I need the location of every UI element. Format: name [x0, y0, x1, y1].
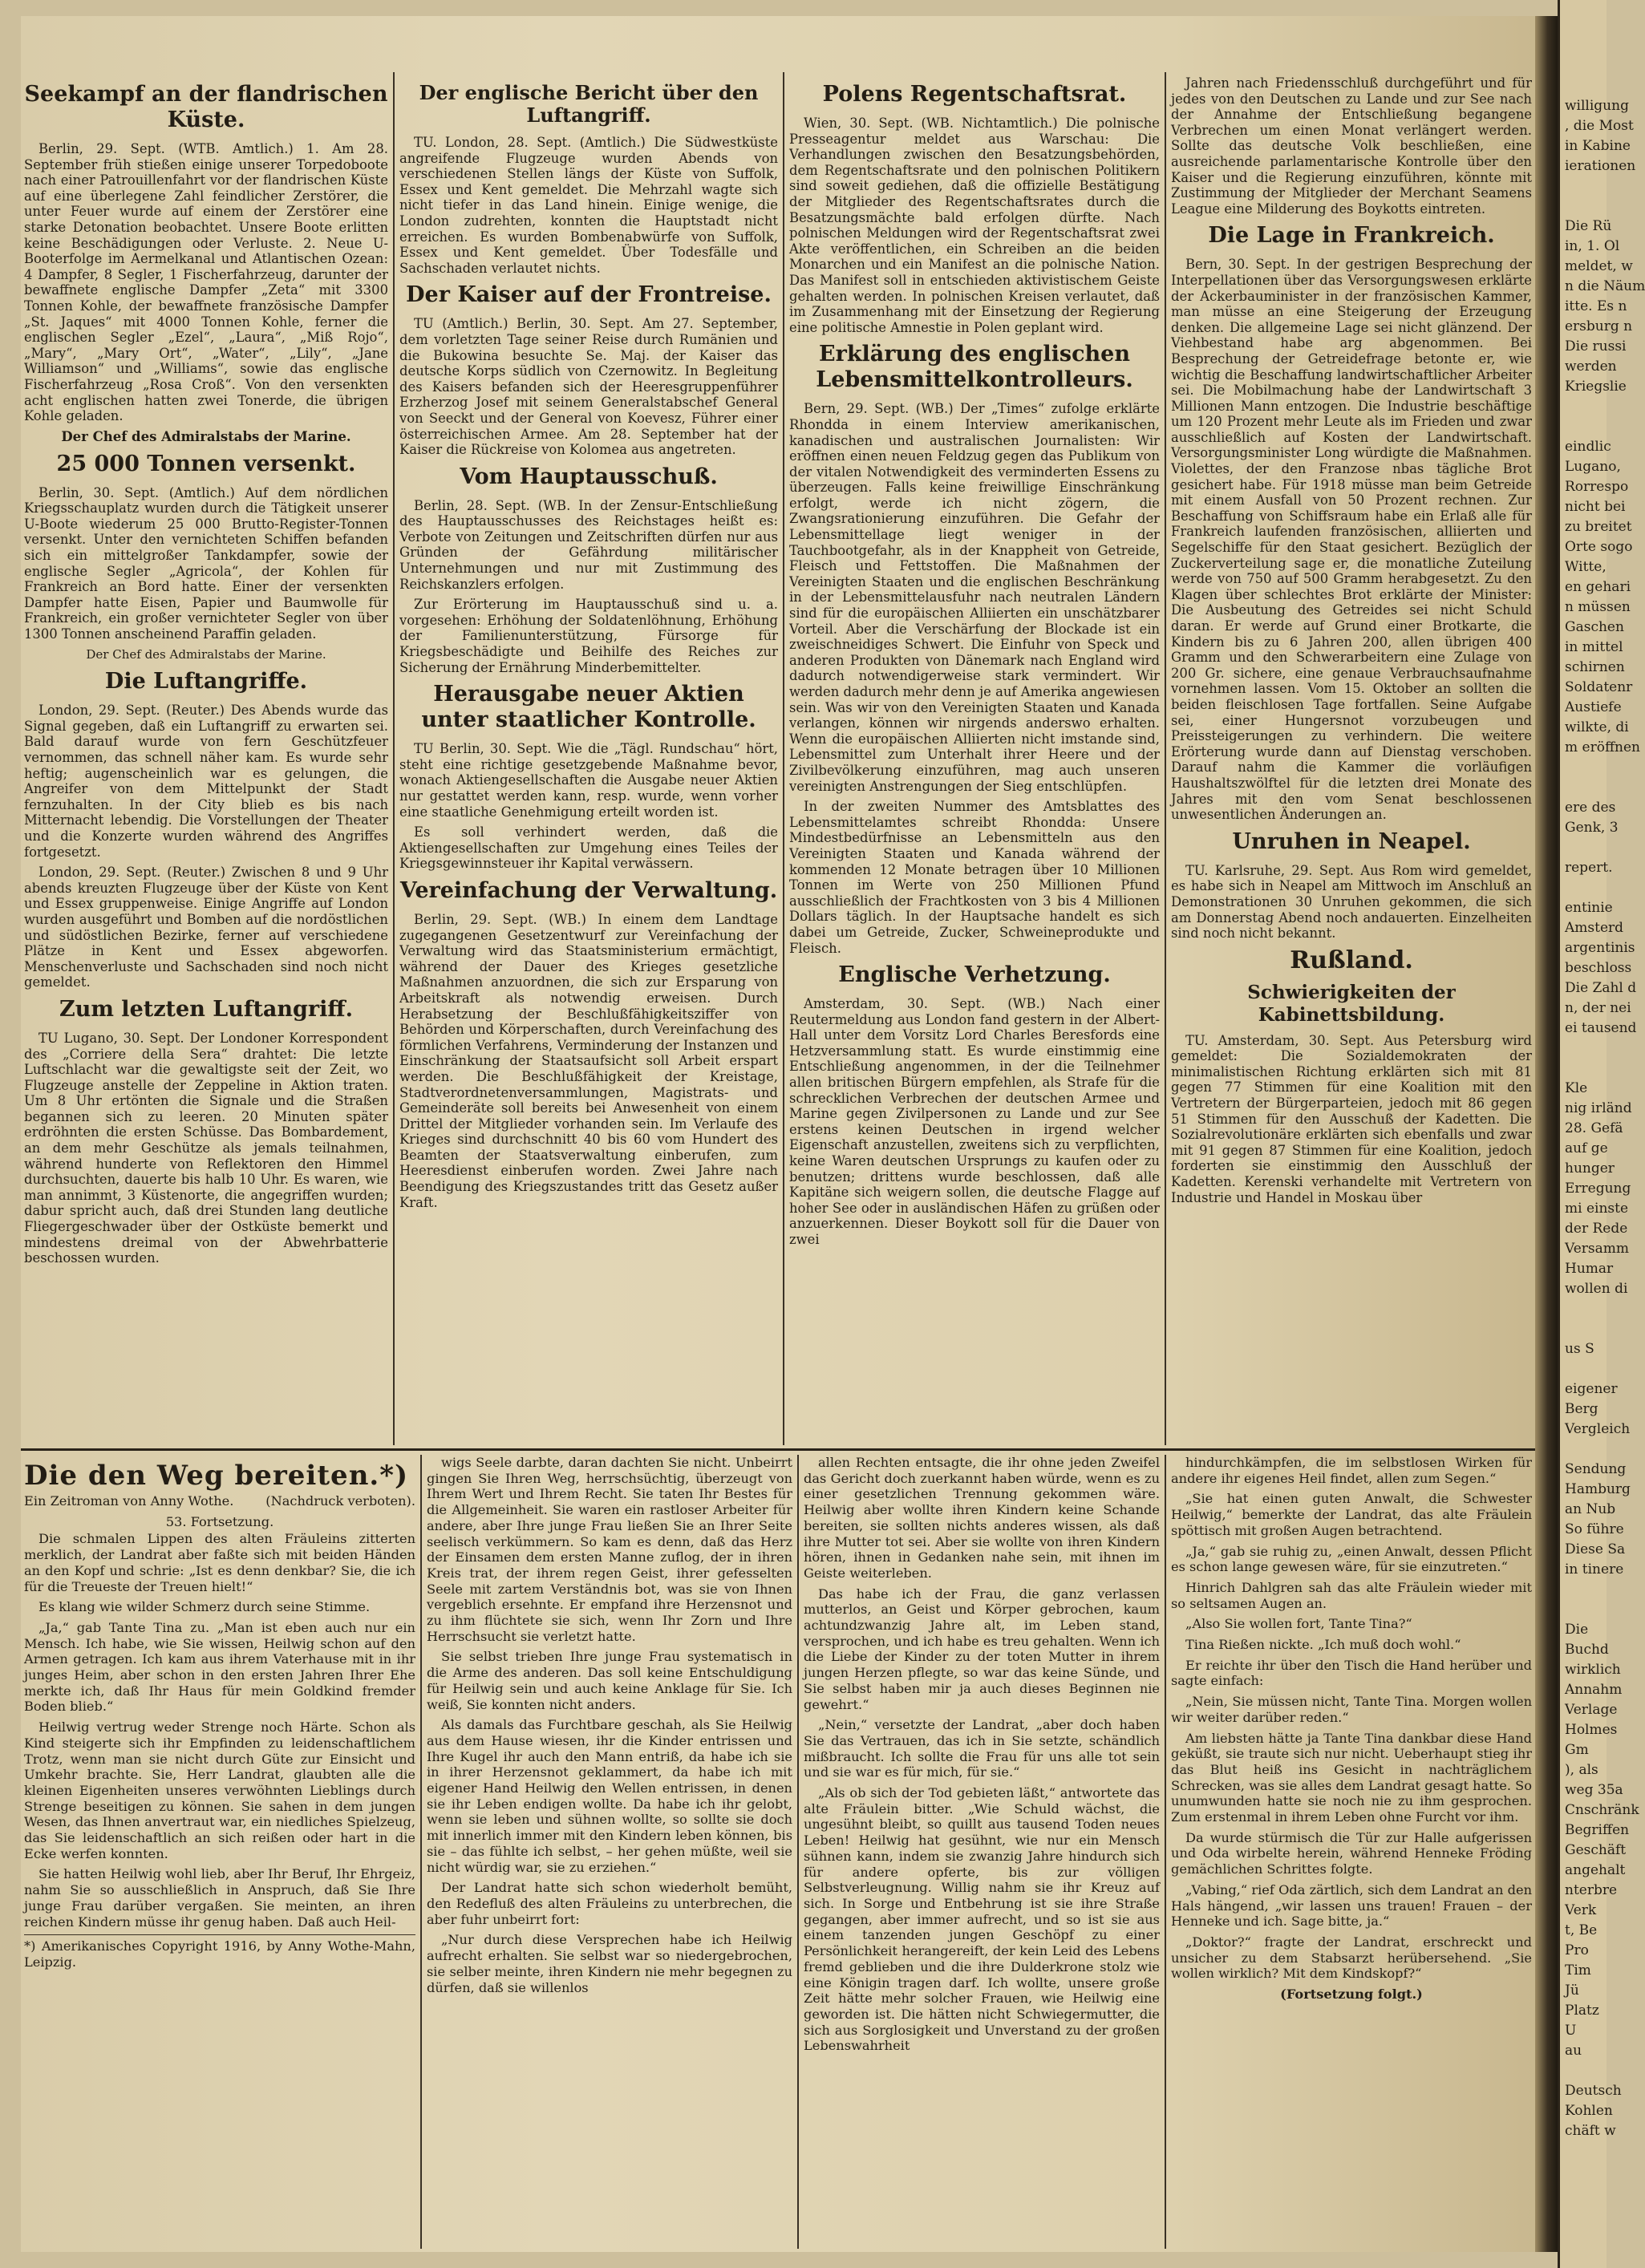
adjacent-page-fragments: willigung , die Most in Kabine ierationen Die Rü in, 1. Ol meldet, w n die Näum itte. Es n ersburg n Die russi werden Kriegslie eindlic Lugano, Rorrespo nicht bei zu breitet Orte sogo Witte, en gehari n müssen Gaschen in mittel schirnen Soldatenr Austiefe wilkte, di m eröffnen ere des Genk, 3 repert. entinie Amsterd argentinis beschloss Die Zahl d n, der nei ei tausend Kle nig irländ 28. Gefä auf ge hunger Erregung mi einste der Rede Versamm Humar wollen di us S eigener Berg Vergleich Sendung Hamburg an Nub So führe Diese Sa in tinere Die Buchd wirklich Annahm Verlage Holmes Gm ), als weg 35a Cnschränk Begriffen Geschäft angehalt nterbre Verk t, Be Pro Tim Jü Platz U au Deutsch Kohlen chäft w — [1565, 98, 1645, 2139]
headline-seekampf: Seekampf an der flandrischen Küste. — [24, 82, 388, 132]
headline-lebensmittel: Erklärung des englischen Lebensmittelkontrolleurs. — [816, 342, 1133, 393]
article-polen: Wien, 30. Sept. (WB. Nichtamtlich.) Die polnische Presseagentur meldet aus Warschau: Die Verhandlungen zwischen den Besatzungsbehörden, dem Regentschaftsrate und den polnischen Politikern sind soweit gediehen, daß die offizielle Bestätigung der Mitglieder des Regentschaftsrates durch die Besatzungsmächte bald erfolgen dürfte. Nach polnischen Meldungen wird der Regentschaftsrat zwei Akte veröffentlichen, ein Schreiben an die beiden Monarchen und ein Manifest an die polnische Nation. Das Manifest soll in entschieden aktivistischem Geiste gehalten werden. In polnischen Kreisen verlautet, daß im Zusammenhang mit der Einsetzung der Regierung eine politische Amnestie in Polen geplant wird. — [789, 115, 1160, 335]
serial-paragraph: Er reichte ihr über den Tisch die Hand herüber und sagte einfach: — [1171, 1657, 1532, 1689]
serial-paragraph: „Ja,“ gab sie ruhig zu, „einen Anwalt, dessen Pflicht es schon lange gewesen wäre, für sie einzutreten.“ — [1171, 1543, 1532, 1575]
column-4 — [1171, 75, 1532, 1445]
serial-paragraph: Sie hatten Heilwig wohl lieb, aber Ihr Beruf, Ihr Ehrgeiz, nahm Sie so ausschließlich in Anspruch, daß Sie Ihre junge Frau darüber vergaßen. Sie meinten, an ihren reichen Kindern müsse ihr genug haben. Daß auch Heil- — [24, 1866, 415, 1930]
adjacent-page-strip — [1558, 0, 1645, 2268]
column-rule — [393, 72, 395, 1445]
article-verhetzung: Amsterdam, 30. Sept. (WB.) Nach einer Reutermeldung aus London fand gestern in der Albert-Hall unter dem Vorsitz Lord Charles Beresfords eine Hetzversammlung statt. Es wurde einstimmig eine Entschließung angenommen, in der die Teilnehmer allen britischen Bürgern empfehlen, als Strafe für die schrecklichen Verbrechen der deutschen Armee und Marine gegen Zivilpersonen zu Lande und zur See erstens keinen Deutschen in irgend welcher Eigenschaft anzustellen, zweitens sich zu verpflichten, keine Waren deutschen Ursprungs zu kaufen oder zu benutzen; drittens wurde beschlossen, daß alle Kapitäne sich weigern sollen, die deutsche Flagge auf hoher See oder in ausländischen Häfen zu grüßen oder anzuerkennen. Dieser Boykott soll für die Dauer von zwei — [789, 996, 1160, 1247]
serial-paragraph: „Also Sie wollen fort, Tante Tina?“ — [1185, 1616, 1412, 1632]
article-letzten-luftangriff: TU Lugano, 30. Sept. Der Londoner Korrespondent des „Corriere della Sera“ drahtet: Die letzte Luftschlacht war die gewaltigste seit der Zeit, wo Flugzeuge anstelle der Zeppeline in Aktion traten. Um 8 Uhr ertönten die Signale und die Straßen begannen sich zu leeren. 20 Minuten später erdröhnten die ersten Schüsse. Das Bombardement, an dem mehr Geschütze als jemals teilnahmen, während hunderte von Reflektoren den Himmel durchsuchten, dauerte bis halb 10 Uhr. Es waren, wie man annimmt, 3 Küstenorte, die angegriffen wurden; dabur spricht auch, daß drei Stunden lang deutliche Fliegergeschwader über der Ostküste bemerkt und mindestens dreimal von der Abwehrbatterie beschossen wurden. — [24, 1030, 388, 1266]
article-luftangriffe-2: London, 29. Sept. (Reuter.) Zwischen 8 und 9 Uhr abends kreuzten Flugzeuge über der Küste von Kent und Essex gruppenweise. Einige Angriffe auf London wurden ausgeführt und Bomben auf die nordöstlichen und südöstlichen Bezirke, ferner auf verschiedene Plätze in Kent und Essex abgeworfen. Menschenverluste und Sachschaden sind noch nicht gemeldet. — [24, 865, 388, 990]
serial-paragraph: hindurchkämpfen, die im selbstlosen Wirken für andere ihr eigenes Heil findet, allen zum Segen.“ — [1171, 1455, 1532, 1486]
headline-aktien: Herausgabe neuer Aktien unter staatlicher Kontrolle. — [421, 682, 756, 733]
signature-admiralstab-1: Der Chef des Admiralstabs der Marine. — [61, 428, 351, 444]
headline-frankreich: Die Lage in Frankreich. — [1208, 223, 1495, 249]
article-frankreich: Bern, 30. Sept. In der gestrigen Besprechung der Interpellationen über das Versorgungswesen erklärte der Ackerbauminister in der französischen Kammer, man müsse an eine Steigerung der Erzeugung denken. Die allgemeine Lage sei nicht glänzend. Der Viehbestand habe arg abgenommen. Bei Besprechung der Getreidefrage betonte er, wie wichtig die Beschaffung landwirtschaftlicher Arbeiter sei. Die Mobilmachung habe der Landwirtschaft 3 Millionen Mann entzogen. Die Industrie beschäftige um 120 Prozent mehr Leute als im Frieden und zwar ausschließlich auf Kosten der Landwirtschaft. Versorgungsminister Long würdigte die Maßnahmen. Violettes, der den Franzose nbas tägliche Brot gesichert habe. Für 1918 müsse man beim Getreide mit einem Ausfall von 50 Prozent rechnen. Zur Beschaffung von Schiffsraum habe ein Erlaß alle für Frankreich laufenden französischen, alliierten und Segelschiffe für den Staat gesichert. Bezüglich der Zuckerverteilung sage er, die monatliche Zuteilung werde von 750 auf 500 Gramm herabgesetzt. Zu den Klagen über schlechtes Brot erklärte der Minister: Die Ausbeutung des Getreides sei nicht Schuld daran. Er werde auf Grund einer Brotkarte, die Kindern bis zu 6 Jahren 200, allen übrigen 400 Gramm und den Schwerarbeitern eine Zulage von 200 Gr. sichere, eine genaue Verbrauchsaufnahme vornehmen lassen. Vom 15. Oktober an sollten die beiden fleischlosen Tage fortfallen. Seine Aufgabe sei, einer Hungersnot vorzubeugen und Preissteigerungen zu verhindern. Die weitere Erörterung wurde dann auf Dienstag verschoben. Darauf nahm die Kammer die vorläufigen Haushaltszwölftel für die letzten drei Monate des Jahres mit den vom Senat beschlossenen unwesentlichen Änderungen an. — [1171, 257, 1532, 823]
column-rule — [783, 72, 784, 1445]
serial-paragraph: „Vabing,“ rief Oda zärtlich, sich dem Landrat an den Hals hängend, „wir lassen uns trauen! Frauen – der Henneke und ich. Sage bitte, ja.“ — [1171, 1881, 1532, 1930]
article-hauptausschuss-1: Berlin, 28. Sept. (WB. In der Zensur-Entschließung des Hauptausschusses des Reichstages heißt es: Verbote von Zeitungen und Zeitschriften dürfen nur aus Gründen der Gefährdung militärischer Unternehmungen und nur mit Zustimmung des Reichskanzlers erfolgen. — [399, 497, 778, 592]
article-lebensmittel-1: Bern, 29. Sept. (WB.) Der „Times“ zufolge erklärte Rhondda in einem Interview amerikanischen, kanadischen und australischen Journalisten: Wir eröffnen einen neuen Feldzug gegen das Publikum von der vitalen Notwendigkeit des verminderten Essens zu überzeugen. Falls keine freiwillige Einschränkung erfolgt, werde ich nicht zögern, die Zwangsrationierung einzuführen. Die Gefahr der Lebensmittellage liegt weniger in der Tauchbootgefahr, als in der Knappheit von Getreide, Fleisch und Fettstoffen. Die Maßnahmen der Vereinigten Staaten und die englischen Beschränkung in der Lebensmittelausfuhr nach neutralen Ländern sind für die europäischen Alliierten ein unschätzbarer Vorteil. Aber die Verschärfung der Blockade ist ein zweischneidiges Schwert. Die Einfuhr von Speck und anderen Produkten von Dänemark nach England wird dadurch notwendigerweise stark vermindert. Wir werden dadurch mehr denn je auf Amerika angewiesen sein. Was wir von den Vereinigten Staaten und Kanada verlangen, können wir nirgends anderswo erhalten. Wenn die europäischen Alliierten nicht imstande sind, Lebensmittel zum Unterhalt ihrer Heere und der Zivilbevölkerung einzuführen, mag auch unseren vereinigten Anstrengungen der Sieg entschlüpfen. — [789, 401, 1160, 794]
serial-rights: (Nachdruck verboten). — [265, 1493, 415, 1509]
serial-title: Die den Weg bereiten.*) — [24, 1460, 409, 1492]
serial-paragraph: „Doktor?“ fragte der Landrat, erschreckt und unsicher zu dem Stabsarzt herübersehend. „Sie wollen wirklich? Mit dem Kindskopf?“ — [1171, 1934, 1532, 1982]
headline-tonnen: 25 000 Tonnen versenkt. — [56, 451, 356, 476]
serial-paragraph: Tina Rießen nickte. „Ich muß doch wohl.“ — [1185, 1637, 1461, 1653]
article-luftangriffe-1: London, 29. Sept. (Reuter.) Des Abends wurde das Signal gegeben, daß ein Luftangriff zu erwarten sei. Bald darauf wurde von fern Geschützfeuer vernommen, das schnell näher kam. Es wurde sehr heftig; augenscheinlich war es gelungen, die Angreifer von dem Mittelpunkt der Stadt fernzuhalten. In der City blieb es bis nach Mitternacht lebendig. Die Vorstellungen der Theater und die Konzerte wurden während des Angriffes fortgesetzt. — [24, 703, 388, 860]
serial-paragraph: Der Landrat hatte sich schon wiederholt bemüht, den Redefluß des alten Fräuleins zu unterbrechen, die aber fuhr unbeirrt fort: — [427, 1880, 792, 1927]
serial-paragraph: Hinrich Dahlgren sah das alte Fräulein wieder mit so seltsamen Augen an. — [1171, 1579, 1532, 1611]
column-1 — [24, 75, 388, 1445]
headline-kaiser: Der Kaiser auf der Frontreise. — [406, 282, 772, 308]
article-seekampf: Berlin, 29. Sept. (WTB. Amtlich.) 1. Am 28. September früh stießen einige unserer Torpedoboote nach einer Patrouillenfahrt vor der flandrischen Küste auf eine überlegene Zahl feindlicher Zerstörer, die unter Feuer wurde auf einem der Zerstörer eine starke Detonation beobachtet. Unsere Boote erlitten keine Beschädigungen oder Verluste. 2. Neue U-Booterfolge im Aermelkanal und Atlantischen Ozean: 4 Dampfer, 8 Segler, 1 Fischerfahrzeug, darunter der bewaffnete englische Dampfer „Zeta“ mit 3300 Tonnen Kohle, der bewaffnete französische Dampfer „St. Jaques“ mit 4000 Tonnen Kohle, ferner die englischen Segler „Ezel“, „Laura“, „Miß Rojo“, „Mary“, „Mary Ort“, „Water“, „Lily“, „Jane Williamson“ und „Williams“, sowie das englische Fischerfahrzeug „Rosa Croß“. Von den versenkten acht englischen hatten zwei Tonerde, die übrigen Kohle geladen. — [24, 141, 388, 424]
serial-footnote: *) Amerikanisches Copyright 1916, by Anny Wothe-Mahn, Leipzig. — [24, 1934, 415, 1970]
serial-paragraph: wigs Seele darbte, daran dachten Sie nicht. Unbeirrt gingen Sie Ihren Weg, herrschsüchtig, überzeugt von Ihrem Wert und Ihrem Recht. Sie taten Ihr Bestes für die Allgemeinheit. Sie waren ein rastloser Arbeiter für andere, aber Ihre junge Frau ließen Sie an Ihrer Seite seelisch verkümmern. So kam es denn, daß das Herz der Einsamen dem ersten Manne zuflog, der in ihren Kreis trat, der ihrem regen Geist, ihrer gefesselten Seele mit zartem Verständnis bot, was sie von Ihnen vergeblich ersehnte. Er empfand ihre Herzensnot und zu ihm flüchtete sie sich, wenn Ihr Zorn und Ihre Herrschsucht sie verletzt hatte. — [427, 1455, 792, 1644]
serial-paragraph: Da wurde stürmisch die Tür zur Halle aufgerissen und Oda wirbelte herein, während Henneke Fröding gemächlichen Schrittes folgte. — [1171, 1829, 1532, 1877]
serial-column-2 — [427, 1455, 792, 2249]
article-boykott-continued: Jahren nach Friedensschluß durchgeführt und für jedes von den Deutschen zu Lande und zur See nach der Annahme der Entschließung begangene Verbrechen um einen Monat verlängert werden. Sollte das deutsche Volk beschließen, eine ausreichende parlamentarische Kontrolle über den Kaiser und die Regierung einzuführen, könnte mit Zustimmung der Mitglieder der Merchant Seamens League eine Milderung des Boykotts eintreten. — [1171, 75, 1532, 217]
headline-neapel: Unruhen in Neapel. — [1232, 828, 1471, 854]
feuilleton-rule — [21, 1448, 1535, 1451]
article-aktien-1: TU Berlin, 30. Sept. Wie die „Tägl. Rundschau“ hört, steht eine richtige gesetzgebende Maßnahme bevor, wonach Aktiengesellschaften die Ausgabe neuer Aktien nur gestattet werden kann, resp. wurde, wenn vorher eine staatliche Genehmigung erteilt worden ist. — [399, 741, 778, 820]
serial-paragraph: „Ja,“ gab Tante Tina zu. „Man ist eben auch nur ein Mensch. Ich habe, wie Sie wissen, Heilwig schon auf den Armen getragen. Ich kam aus ihrem Vaterhause mit in ihr junges Heim, aber schon in den ersten Jahren Ihrer Ehe merkte ich, daß Ihr Haus für mein Goldkind fremder Boden blieb.“ — [24, 1619, 415, 1715]
serial-column-4 — [1171, 1455, 1532, 2249]
headline-hauptausschuss: Vom Hauptausschuß. — [460, 464, 718, 489]
article-neapel: TU. Karlsruhe, 29. Sept. Aus Rom wird gemeldet, es habe sich in Neapel am Mittwoch im Anschluß an Demonstrationen 30 Unruhen gekommen, die sich am Donnerstag Abend noch andauerten. Einzelheiten sind noch nicht bekannt. — [1171, 862, 1532, 942]
headline-luftangriffe: Die Luftangriffe. — [104, 669, 308, 695]
article-hauptausschuss-2: Zur Erörterung im Hauptausschuß sind u. a. vorgesehen: Erhöhung der Soldatenlöhnung, Erhöhung der Familienunterstützung, Fürsorge für Kriegsbeschädigte und Beihilfe des Reiches zur Sicherung der Ernährung Minderbemittelter. — [399, 597, 778, 675]
article-vereinfachung: Berlin, 29. Sept. (WB.) In einem dem Landtage zugegangenen Gesetzentwurf zur Vereinfachung der Verwaltung wird das Staatsministerium ermächtigt, während der Dauer des Krieges gesetzliche Maßnahmen anzuordnen, die sich zur Ersparung von Arbeitskraft als notwendig erweisen. Durch Herabsetzung der Beschlußfähigkeitsziffer von Behörden und Körperschaften, durch Vereinfachung des förmlichen Verfahrens, Verminderung der Instanzen und Einschränkung der Staatsaufsicht soll Arbeit erspart werden. Die Beschlußfähigkeit der Kreistage, Stadtverordnetenversammlungen, Magistrats- und Gemeinderäte soll bereits bei Anwesenheit von einem Drittel der Mitglieder vorhanden sein. Im Verlaufe des Krieges sind durchschnitt 40 bis 60 vom Hundert des Beamten der Staatsverwaltung einberufen, zum Heeresdienst einberufen worden. Zwei Jahre nach Beendigung des Kriegszustandes tritt das Gesetz außer Kraft. — [399, 911, 778, 1210]
serial-paragraph: „Nein,“ versetzte der Landrat, „aber doch haben Sie das Vertrauen, das ich in Sie setzte, schändlich mißbraucht. Ich sollte die Frau für uns alle tot sein und sie war es für mich, für sie.“ — [804, 1717, 1160, 1780]
serial-paragraph: „Sie hat einen guten Anwalt, die Schwester Heilwig,“ bemerkte der Landrat, das alte Fräulein spöttisch mit großen Augen betrachtend. — [1171, 1491, 1532, 1538]
headline-letzten-luftangriff: Zum letzten Luftangriff. — [59, 996, 353, 1022]
column-rule — [1165, 1455, 1166, 2249]
column-2 — [399, 75, 778, 1445]
newspaper-page — [21, 16, 1558, 2252]
serial-paragraph: „Nein, Sie müssen nicht, Tante Tina. Morgen wollen wir weiter darüber reden.“ — [1171, 1694, 1532, 1725]
column-3 — [789, 75, 1160, 1445]
serial-paragraph: „Als ob sich der Tod gebieten läßt,“ antwortete das alte Fräulein bitter. „Wie Schuld wächst, die ungesühnt bleibt, so quillt aus tausend Toden neues Leben! Heilwig hat gesühnt, wie nur ein Mensch sühnen kann, indem sie zwanzig Jahre hindurch sich für andere opferte, bis zur völligen Selbstverleugnung. Willig nahm sie ihr Kreuz auf sich. In Sorge und Entbehrung ist sie ihre Straße gegangen, aber immer aufrecht, und so ist sie aus einem tanzenden jungen Geschöpf zu einer Persönlichkeit herangereift, der kein Leid des Lebens fremd geblieben und die ihre Dulderkrone stolz wie eine Königin tragen darf. Ich wollte, unsere große Zeit hätte mehr solcher Frauen, wie Heilwig eine geworden ist. Die hätten nicht Schwiegermutter, die sich aus Sorglosigkeit und Unverstand zu der großen Lebenswahrheit — [804, 1785, 1160, 2054]
article-kabinettsbildung: TU. Amsterdam, 30. Sept. Aus Petersburg wird gemeldet: Die Sozialdemokraten der minimalistischen Richtung erklärten sich mit 81 gegen 77 Stimmen für eine Koalition mit den Vertretern der Bürgerparteien, jedoch mit 86 gegen 51 Stimmen für den Ausschuß der Kadetten. Die Sozialrevolutionäre erklärten sich ebenfalls und zwar mit 91 gegen 87 Stimmen für eine Koalition, jedoch forderten sie einstimmig den Ausschluß der Kadetten. Kerenski verhandelte mit Vertretern von Industrie und Handel in Moskau über — [1171, 1032, 1532, 1205]
serial-continued: (Fortsetzung folgt.) — [1280, 1987, 1423, 2003]
column-rule — [420, 1455, 422, 2249]
serial-paragraph: Heilwig vertrug weder Strenge noch Härte. Schon als Kind steigerte sich ihr Empfinden zu leidenschaftlichem Trotz, wenn man sie nicht durch Güte zur Einsicht und Umkehr brachte. Sie, Herr Landrat, glaubten alle die kleinen Eigenheiten unseres verwöhnten Lieblings durch Strenge beseitigen zu können. Sie sahen in dem jungen Wesen, das Ihnen anvertraut war, ein niedliches Spielzeug, das Sie leidenschaftlich an sich reißen oder hart in die Ecke werfen konnten. — [24, 1719, 415, 1861]
headline-vereinfachung: Vereinfachung der Verwaltung. — [399, 877, 778, 903]
headline-verhetzung: Englische Verhetzung. — [838, 962, 1111, 988]
serial-paragraph: Das habe ich der Frau, die ganz verlassen mutterlos, an Geist und Körper gebrochen, kaum achtundzwanzig Jahre alt, im Leben stand, versprochen, und ich habe es treu gehalten. Wenn ich die Liebe der Kinder zu der toten Mutter in ihrem jungen Herzen pflegte, so war das keine Sünde, und Sie selbst haben mir ja auch dieses Beginnen nie gewehrt.“ — [804, 1586, 1160, 1712]
headline-russland: Rußland. — [1290, 946, 1413, 974]
headline-englische-bericht: Der englische Bericht über den Luftangriff. — [419, 81, 759, 127]
subheadline-kabinettsbildung: Schwierigkeiten der Kabinettsbildung. — [1247, 981, 1456, 1026]
binding-gutter — [1535, 16, 1558, 2252]
serial-paragraph: „Nur durch diese Versprechen habe ich Heilwig aufrecht erhalten. Sie selbst war so niedergebrochen, sie selber meinte, ihren Kindern nie mehr begegnen zu dürfen, daß sie willenlos — [427, 1932, 792, 1995]
article-kaiser: TU (Amtlich.) Berlin, 30. Sept. Am 27. September, dem vorletzten Tage seiner Reise durch Rumänien und die Bukowina besuchte Se. Maj. der Kaiser das deutsche Korps südlich von Czernowitz. In Begleitung des Kaisers befanden sich der Heeresgruppenführer Erzherzog Josef mit seinem Generalstabschef General von Seeckt und der General von Koevesz, Führer einer österreichischen Armee. Am 28. September hat der Kaiser die Rückreise von Kolomea aus angetreten. — [399, 316, 778, 458]
article-lebensmittel-2: In der zweiten Nummer des Amtsblattes des Lebensmittelamtes schreibt Rhondda: Unsere Mindestbedürfnisse an Lebensmitteln aus den Vereinigten Staaten und Kanada während der kommenden 12 Monate betragen über 10 Millionen Tonnen im Werte von 250 Millionen Pfund ausschließlich der Frachtkosten von 3 bis 4 Millionen Dollars täglich. In der Hauptsache handelt es sich dabei um Getreide, Zucker, Schweineprodukte und Fleisch. — [789, 799, 1160, 956]
serial-author: Ein Zeitroman von Anny Wothe. — [24, 1493, 234, 1509]
article-aktien-2: Es soll verhindert werden, daß die Aktiengesellschaften zur Umgehung eines Teiles der Kriegsgewinnsteuer ihr Kapital verwässern. — [399, 824, 778, 872]
article-tonnen: Berlin, 30. Sept. (Amtlich.) Auf dem nördlichen Kriegsschauplatz wurden durch die Tätigkeit unserer U-Boote wiederum 25 000 Brutto-Register-Tonnen versenkt. Unter den vernichteten Schiffen befanden sich ein mittelgroßer Tankdampfer, sowie der englische Segler „Agricola“, der Kohlen für Frankreich an Bord hatte. Einer der versenkten Dampfer hatte Eisen, Papier und Baumwolle für Frankreich, ein großer vernichteter Segler von über 1300 Tonnen anscheinend Paraffin geladen. — [24, 484, 388, 642]
column-rule — [1165, 72, 1166, 1445]
serial-paragraph: Als damals das Furchtbare geschah, als Sie Heilwig aus dem Hause wiesen, ihr die Kinder entrissen und Ihre Kugel ihr auch den Mann entriß, da habe ich sie in ihrer Herzensnot geklammert, da habe ich mit eigener Hand Heilwig den Wellen entrissen, in denen sie ihr Leben endigen wollte. Da habe ich ihr gelobt, wenn sie leben und sühnen wollte, so sollte sie doch mit innerlich immer mit den Kindern leben können, bis sie – das fühlte ich selbst, – her gehen müßte, weil sie nicht würdig war, sie zu erziehen.“ — [427, 1717, 792, 1875]
signature-admiralstab-2: Der Chef des Admiralstabs der Marine. — [86, 646, 326, 662]
serial-author-line — [24, 1493, 415, 1509]
serial-paragraph: Sie selbst trieben Ihre junge Frau systematisch in die Arme des anderen. Das soll keine Entschuldigung für Heilwig sein und auch keine Anklage für Sie. Ich weiß, Sie konnten nicht anders. — [427, 1649, 792, 1712]
article-englische-bericht: TU. London, 28. Sept. (Amtlich.) Die Südwestküste angreifende Flugzeuge wurden Abends von verschiedenen Stellen längs der Küste von Suffolk, Essex und Kent gemeldet. Die Mehrzahl wagte sich nicht tiefer in das Land hinein. Einige wenige, die London zudrehten, konnten die Hauptstadt nicht erreichen. Es wurden Bombenabwürfe von Suffolk, Essex und Kent gemeldet. Über Todesfälle und Sachschaden verlautet nichts. — [399, 135, 778, 276]
serial-paragraph: Die schmalen Lippen des alten Fräuleins zitterten merklich, der Landrat aber faßte sich mit beiden Händen an den Kopf und schrie: „Ist es denn denkbar? Sie, die ich für die Treueste der Treuen hielt!“ — [24, 1531, 415, 1594]
serial-column-3 — [804, 1455, 1160, 2249]
serial-column-1 — [24, 1455, 415, 2249]
serial-paragraph: allen Rechten entsagte, die ihr ohne jeden Zweifel das Gericht doch zuerkannt haben würde, wenn es zu einer gesetzlichen Trennung gekommen wäre. Heilwig aber wollte ihren Kindern keine Schande bereiten, sie sollten nichts anderes wissen, als daß ihre Mutter tot sei. Aber sie wollte von ihren Kindern hören, ihnen in Gedanken nahe sein, mit ihnen im Geiste weiterleben. — [804, 1455, 1160, 1581]
column-rule — [797, 1455, 799, 2249]
serial-installment: 53. Fortsetzung. — [165, 1513, 274, 1529]
serial-paragraph: Es klang wie wilder Schmerz durch seine Stimme. — [38, 1599, 371, 1615]
headline-polen: Polens Regentschaftsrat. — [822, 82, 1127, 107]
serial-paragraph: Am liebsten hätte ja Tante Tina dankbar diese Hand geküßt, sie traute sich nur nicht. Ueberhaupt stieg ihr das Blut heiß ins Gesicht in nachträglichem Schrecken, was sie alles dem Landrat gesagt hatte. So unumwunden hatte sie noch nie zu ihm gesprochen. Zum erstenmal in ihrem Leben ohne Furcht vor ihm. — [1171, 1730, 1532, 1825]
